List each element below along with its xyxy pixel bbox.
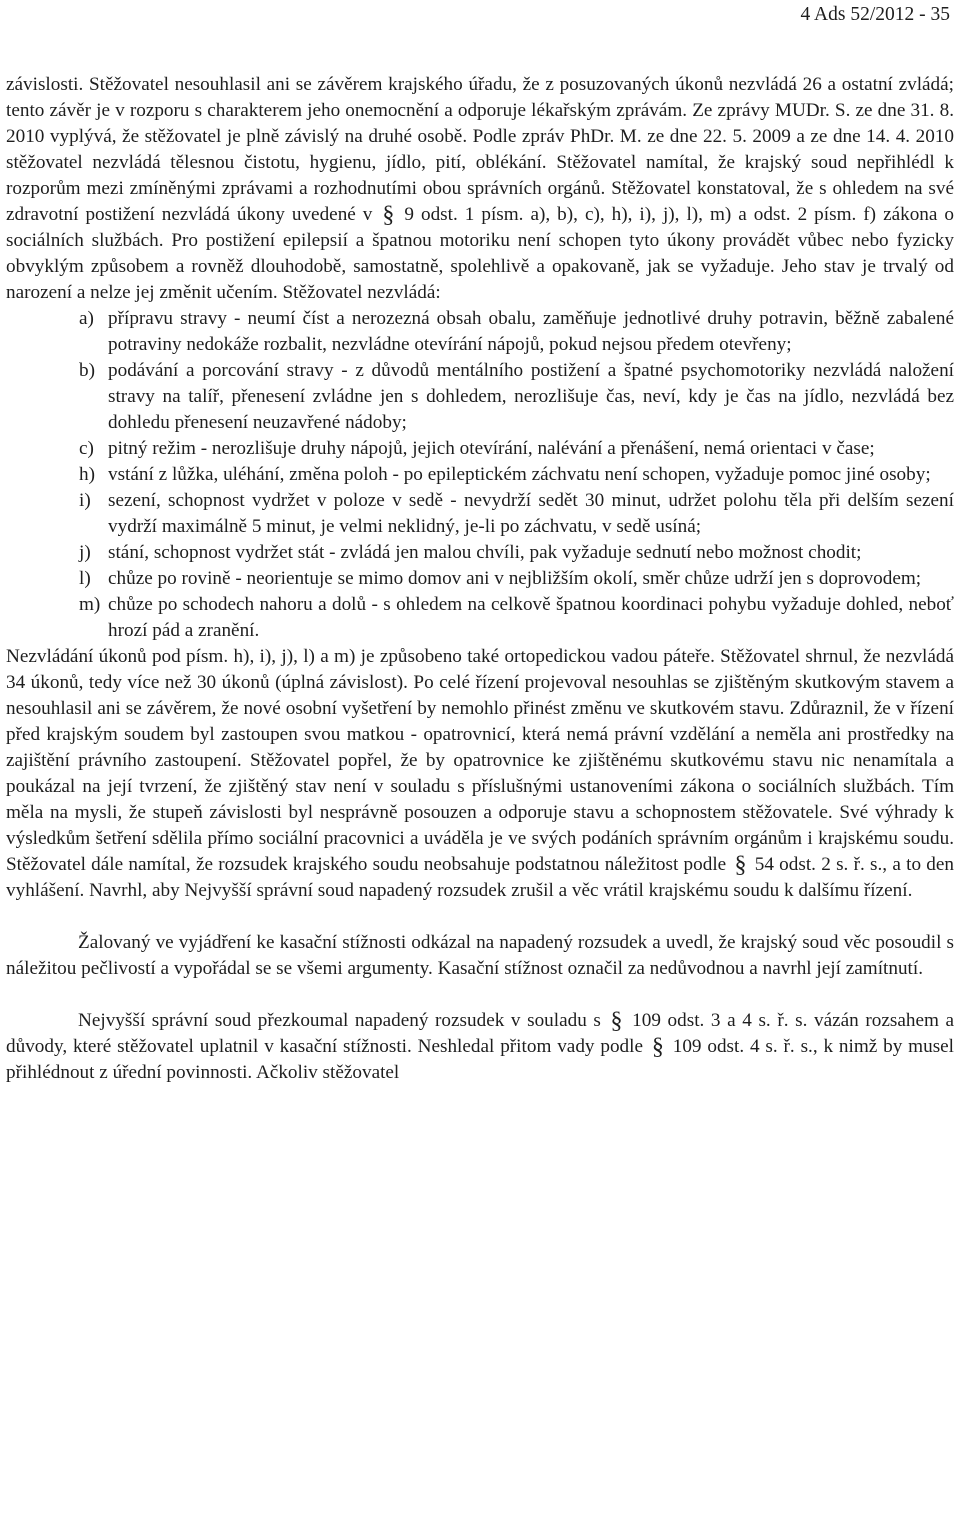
paragraph-summary xyxy=(6,644,954,904)
list-item-text: sezení, schopnost vydržet v poloze v sedě - nevydrží sedět 30 minut, udržet polohu těla při delším sezení vydrží maximálně 5 minut, je velmi neklidný, je-li po záchvatu, v sedě usíná; xyxy=(108,490,954,537)
tasks-list xyxy=(6,306,954,644)
list-item-label: i) xyxy=(79,490,91,511)
paragraph-text: Nejvyšší správní soud přezkoumal napadený rozsudek v souladu s xyxy=(78,1010,601,1031)
list-item-label: m) xyxy=(79,594,101,615)
paragraph-court-review xyxy=(6,1008,954,1086)
paragraph-text: 109 odst. 4 s. ř. s., k nimž by musel přihlédnout z úřední povinnosti. Ačkoliv stěžovatel xyxy=(6,1036,955,1083)
list-item xyxy=(6,358,954,436)
list-item xyxy=(6,436,954,462)
list-item-text: chůze po schodech nahoru a dolů - s ohledem na celkově špatnou koordinaci pohybu vyžaduje dohled, neboť hrozí pád a zranění. xyxy=(108,594,954,641)
list-item xyxy=(6,592,954,644)
list-item-text: podávání a porcování stravy - z důvodů mentálního postižení a špatné psychomotoriky nezvládá naložení stravy na talíř, přenesení zvládne jen s dohledem, nerozlišuje čas, neví, kdy je čas na jídlo, nezvládá bez dohledu přenesení neuzavřené nádoby; xyxy=(108,360,954,433)
list-item xyxy=(6,306,954,358)
list-item-text: chůze po rovině - neorientuje se mimo domov ani v nejbližším okolí, směr chůze udrží jen s doprovodem; xyxy=(108,568,922,589)
list-item-text: přípravu stravy - neumí číst a nerozezná obsah obalu, zaměňuje jednotlivé druhy potravin, běžně zabalené potraviny nedokáže rozbalit, nezvládne otevírání nápojů, pokud nejsou předem otevřeny; xyxy=(108,308,954,355)
paragraph-text: Nezvládání úkonů pod písm. h), i), j), l) a m) je způsobeno také ortopedickou vadou páteře. Stěžovatel shrnul, že nezvládá 34 úkonů, tedy více než 30 úkonů (úplná závislost). Po celé řízení projevoval nesouhlas se zjištěným skutkovým stavem a nesouhlasil ani se závěrem, že nové osobní vyšetření by nemohlo přinést změnu ve skutkovém stavu. Zdůraznil, že v řízení před krajským soudem byl zastoupen svou matkou - opatrovnicí, která nemá právní vzdělání a neměla ani prostředky na zajištění právního zastoupení. Stěžovatel popřel, že by opatrovnice ke zjištěnému skutkovému stavu nic nenamítala a poukázal na její tvrzení, že zjištěný stav není v souladu s příslušnými ustanoveními zákona o sociálních službách. Tím měla na mysli, že stupeň závislosti byl nesprávně posouzen a odporuje stavu a schopnostem stěžovatele. Své výhrady k výsledkům šetření sdělila přímo sociální pracovnici a uváděla je ve svých podáních správním orgánům i krajskému soudu. Stěžovatel dále namítal, že rozsudek krajského soudu neobsahuje podstatnou náležitost podle xyxy=(6,646,954,875)
section-sign: § xyxy=(734,852,747,878)
list-item-text: vstání z lůžka, uléhání, změna poloh - po epileptickém záchvatu není schopen, vyžaduje pomoc jiné osoby; xyxy=(108,464,931,485)
list-item-label: j) xyxy=(79,542,91,563)
list-item-label: l) xyxy=(79,568,91,589)
section-sign: § xyxy=(382,202,395,228)
list-item-label: h) xyxy=(79,464,95,485)
document-reference: 4 Ads 52/2012 - 35 xyxy=(800,4,950,25)
list-item xyxy=(6,488,954,540)
list-item-text: pitný režim - nerozlišuje druhy nápojů, jejich otevírání, nalévání a přenášení, nemá orientaci v čase; xyxy=(108,438,875,459)
list-item-label: b) xyxy=(79,360,95,381)
paragraph-complainant-objections xyxy=(6,72,954,306)
list-item xyxy=(6,462,954,488)
paragraph-spacer xyxy=(6,904,954,930)
paragraph-respondent-statement: Žalovaný ve vyjádření ke kasační stížnosti odkázal na napadený rozsudek a uvedl, že krajský soud věc posoudil s náležitou pečlivostí a vypořádal se se všemi argumenty. Kasační stížnost označil za nedůvodnou a navrhl její zamítnutí. xyxy=(6,932,954,979)
paragraph-spacer xyxy=(6,982,954,1008)
paragraph-text: 109 odst. 3 a 4 s. ř. s. vázán rozsahem a důvody, které stěžovatel uplatnil v kasační stížnosti. Neshledal přitom vady podle xyxy=(6,1010,955,1057)
paragraph-text: 54 odst. 2 s. ř. s., a to den vyhlášení. Navrhl, aby Nejvyšší správní soud napadený rozsudek zrušil a věc vrátil krajskému soudu k dalšímu řízení. xyxy=(6,854,955,901)
paragraph-text: 9 odst. 1 písm. a), b), c), h), i), j), l), m) a odst. 2 písm. f) zákona o sociálních službách. Pro postižení epilepsií a špatnou motoriku není schopen tyto úkony provádět vůbec nebo fyzicky obvyklým způsobem a rovněž dlouhodobě, samostatně, spolehlivě a opakovaně, jak se vyžaduje. Jeho stav je trvalý od narození a nelze jej změnit učením. Stěžovatel nezvládá: xyxy=(6,204,954,303)
paragraph-text: závislosti. Stěžovatel nesouhlasil ani se závěrem krajského úřadu, že z posuzovaných úkonů nezvládá 26 a ostatní zvládá; tento závěr je v rozporu s charakterem jeho onemocnění a odporuje lékařským zprávám. Ze zprávy MUDr. S. ze dne 31. 8. 2010 vyplývá, že stěžovatel je plně závislý na druhé osobě. Podle zpráv PhDr. M. ze dne 22. 5. 2009 a ze dne 14. 4. 2010 stěžovatel nezvládá tělesnou čistotu, hygienu, jídlo, pití, oblékání. Stěžovatel namítal, že krajský soud nepřihlédl k rozporům mezi zmíněnými zprávami a rozhodnutími obou správních orgánů. Stěžovatel konstatoval, že s ohledem na své zdravotní postižení nezvládá úkony uvedené v xyxy=(6,74,954,225)
list-item xyxy=(6,540,954,566)
section-sign: § xyxy=(651,1034,664,1060)
list-item-text: stání, schopnost vydržet stát - zvládá jen malou chvíli, pak vyžaduje sednutí nebo možnost chodit; xyxy=(108,542,862,563)
list-item-label: c) xyxy=(79,438,94,459)
list-item-label: a) xyxy=(79,308,94,329)
document-body xyxy=(6,72,954,1086)
list-item xyxy=(6,566,954,592)
section-sign: § xyxy=(610,1008,623,1034)
